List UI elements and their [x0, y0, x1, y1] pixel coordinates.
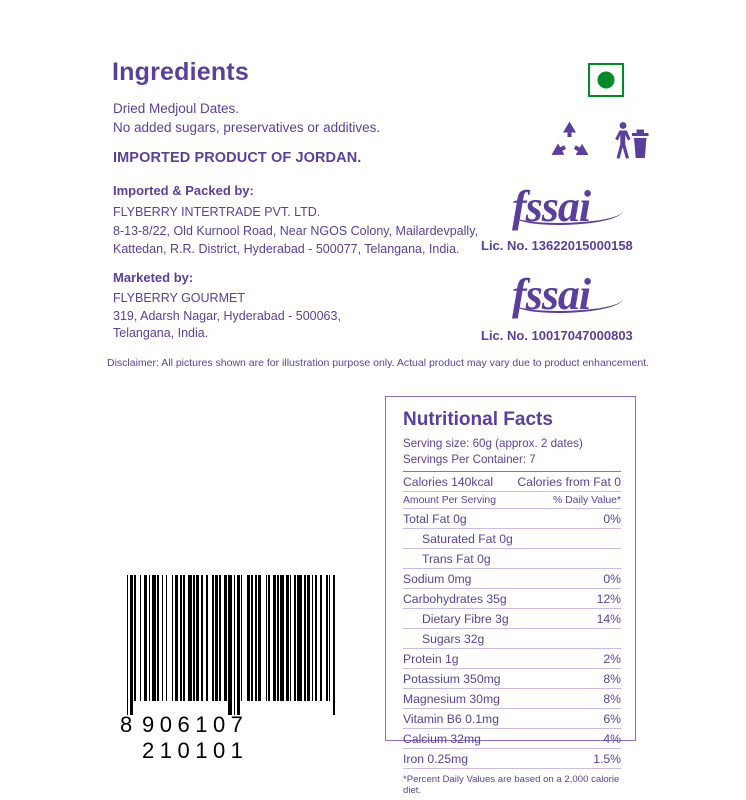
nutrient-value: 0% — [603, 512, 621, 527]
amount-per-serving-label: Amount Per Serving — [403, 495, 496, 507]
nutrient-label: Total Fat 0g — [403, 512, 467, 527]
nutrient-value: 0% — [603, 572, 621, 587]
nutrient-value: 6% — [603, 712, 621, 727]
importer-company-name: FLYBERRY INTERTRADE PVT. LTD. — [113, 205, 321, 219]
fssai-swoosh-2 — [513, 289, 623, 313]
nutrient-value: 14% — [596, 612, 621, 627]
nutrient-label: Carbohydrates 35g — [403, 592, 507, 607]
imported-by-heading: Imported & Packed by: — [113, 183, 254, 198]
daily-value-label: % Daily Value* — [553, 495, 621, 507]
vegetarian-mark-icon — [588, 63, 624, 97]
nutrient-label: Trans Fat 0g — [422, 552, 491, 567]
nutrition-facts-panel — [385, 396, 636, 797]
table-row — [403, 609, 621, 629]
calories-row — [403, 472, 621, 492]
fssai-license-number-1: Lic. No. 13622015000158 — [481, 238, 633, 253]
ingredients-line-2: No added sugars, preservatives or additives. — [113, 120, 381, 135]
table-row — [403, 569, 621, 589]
packaging-symbols — [548, 120, 658, 164]
nutrient-label: Potassium 350mg — [403, 672, 501, 687]
fssai-license-number-2: Lic. No. 10017047000803 — [481, 328, 633, 343]
table-row — [403, 709, 621, 729]
calories-from-fat: Calories from Fat 0 — [517, 475, 621, 490]
nutrient-value: 2% — [603, 652, 621, 667]
imported-product-origin: IMPORTED PRODUCT OF JORDAN. — [113, 150, 362, 166]
marketed-by-heading: Marketed by: — [113, 270, 194, 285]
barcode — [120, 575, 342, 763]
nutrient-label: Dietary Fibre 3g — [422, 612, 509, 627]
daily-value-header-row — [403, 492, 621, 509]
ingredients-line-1: Dried Medjoul Dates. — [113, 101, 240, 116]
nutrient-label: Protein 1g — [403, 652, 459, 667]
table-row — [403, 629, 621, 649]
recycle-icon — [548, 120, 592, 162]
page-title: Ingredients — [112, 58, 249, 86]
table-row — [403, 689, 621, 709]
nutrition-footnote: *Percent Daily Values are based on a 2,000 calorie diet. — [403, 774, 620, 797]
green-dot-icon — [598, 72, 615, 89]
marketer-company-name: FLYBERRY GOURMET — [113, 291, 245, 305]
nutrient-label: Saturated Fat 0g — [422, 532, 513, 547]
nutrient-label: Calcium 32mg — [403, 732, 481, 747]
nutrient-label: Vitamin B6 0.1mg — [403, 712, 499, 727]
nutrient-value: 8% — [603, 692, 621, 707]
table-row — [403, 549, 621, 569]
nutrient-value: 4% — [603, 732, 621, 747]
fssai-swoosh-1 — [513, 201, 623, 225]
nutrition-title: Nutritional Facts — [403, 409, 553, 430]
marketer-address-line-1: 319, Adarsh Nagar, Hyderabad - 500063, — [113, 309, 341, 323]
fssai-logo-2: fssai — [512, 270, 591, 319]
nutrient-label: Magnesium 30mg — [403, 692, 500, 707]
nutrient-value: 12% — [596, 592, 621, 607]
marketer-address-line-2: Telangana, India. — [113, 326, 209, 340]
table-row — [403, 649, 621, 669]
importer-address-line-1: 8-13-8/22, Old Kurnool Road, Near NGOS Colony, Mailardevpally, — [113, 224, 478, 238]
servings-per-container: Servings Per Container: 7 — [403, 452, 536, 466]
table-row — [403, 529, 621, 549]
nutrient-label: Iron 0.25mg — [403, 752, 469, 767]
use-dustbin-icon — [610, 120, 654, 162]
importer-address-line-2: Kattedan, R.R. District, Hyderabad - 500077, Telangana, India. — [113, 242, 460, 256]
disclaimer-text: Disclaimer: All pictures shown are for illustration purpose only. Actual product may vary due to product enhancement. — [107, 357, 649, 369]
barcode-first-digit: 8 — [120, 712, 133, 737]
table-row — [403, 749, 621, 769]
nutrient-label: Sugars 32g — [422, 632, 485, 647]
table-row — [403, 509, 621, 529]
table-row — [403, 729, 621, 749]
table-row — [403, 669, 621, 689]
barcode-bars — [127, 575, 336, 715]
serving-size: Serving size: 60g (approx. 2 dates) — [403, 437, 583, 450]
calories-label: Calories 140kcal — [403, 475, 494, 490]
nutrient-label: Sodium 0mg — [403, 572, 472, 587]
nutrient-value: 1.5% — [593, 752, 621, 767]
nutrient-value: 8% — [603, 672, 621, 687]
table-row — [403, 589, 621, 609]
fssai-logo-1: fssai — [512, 182, 591, 231]
barcode-digits: 906107 210101 — [142, 712, 249, 763]
